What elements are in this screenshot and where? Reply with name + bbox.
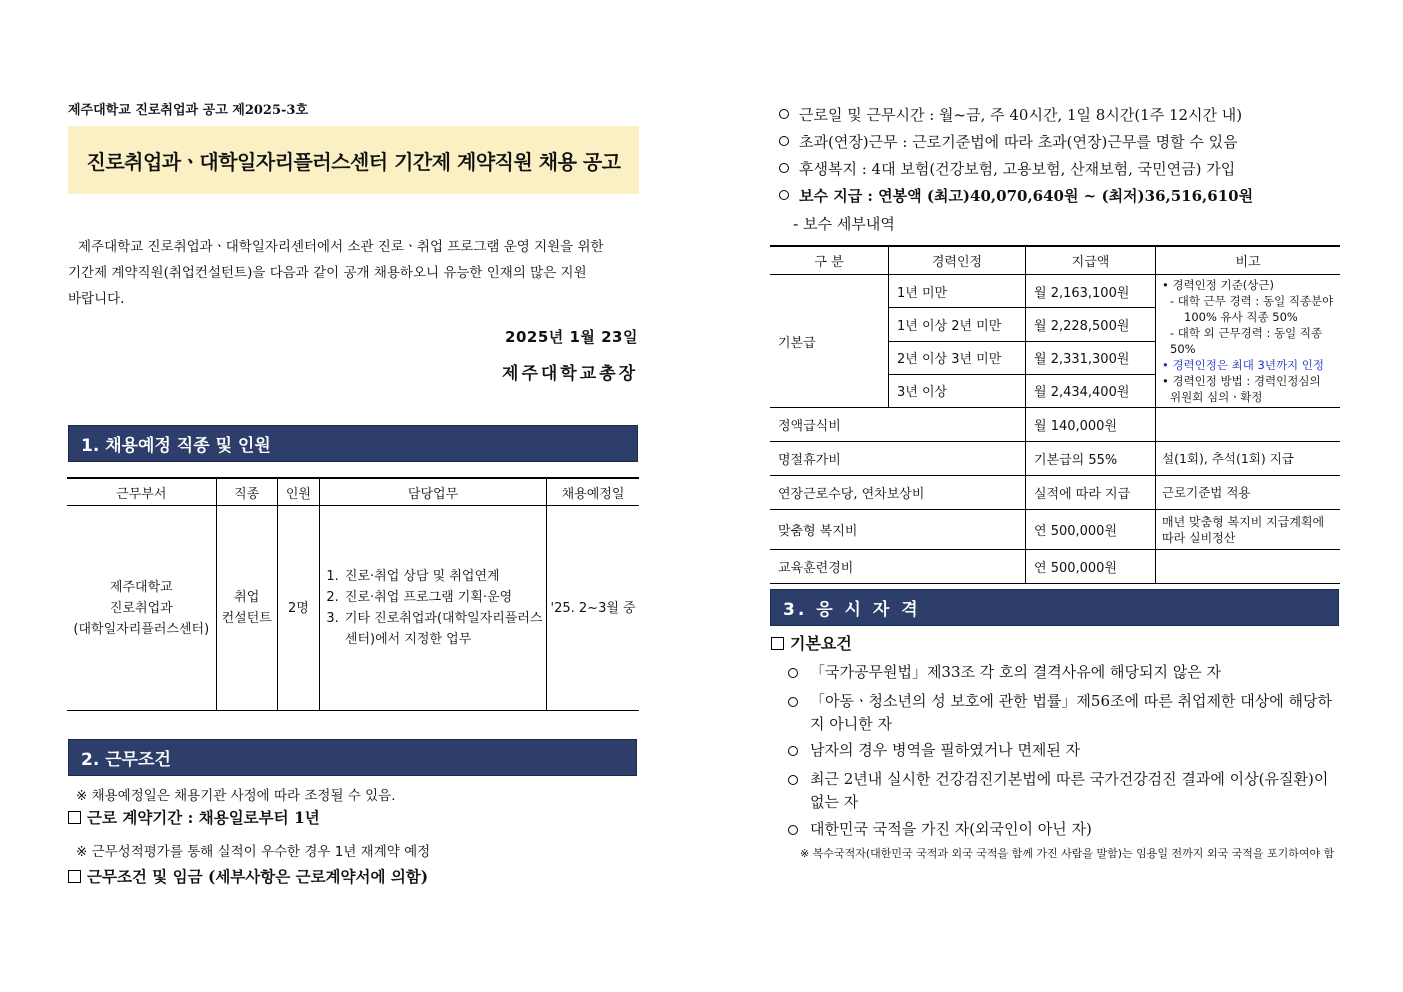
department-line: 제주대학교 <box>109 579 173 595</box>
condition-text: 후생복지 : 4대 보험(건강보험, 고용보험, 산재보험, 국민연금) 가입 <box>799 160 1236 178</box>
page-title: 진로취업과ㆍ대학일자리플러스센터 기간제 계약직원 채용 공고 <box>86 149 621 174</box>
intro-paragraph <box>68 234 636 312</box>
amount-cell: 월 2,163,100원 <box>1026 275 1156 308</box>
table-row <box>770 510 1340 550</box>
contract-period-label: 근로 계약기간 : 채용일로부터 1년 <box>87 808 320 827</box>
note-cell: 매년 맞춤형 복지비 지급계획에 따라 실비정산 <box>1156 510 1341 550</box>
circle-bullet-icon <box>788 775 798 785</box>
condition-item <box>779 104 1242 125</box>
requirement-text: 최근 2년내 실시한 건강검진기본법에 따른 국가건강검진 결과에 이상(유질환)이 없는 자 <box>810 770 1329 811</box>
nationality-note <box>800 845 1340 862</box>
condition-item <box>779 185 1253 206</box>
department-cell <box>67 506 216 711</box>
job-line: 컨설턴트 <box>221 611 272 626</box>
item-label-cell: 맞춤형 복지비 <box>770 510 1026 550</box>
issuer: 제주대학교총장 <box>502 364 638 384</box>
amount-cell: 연 500,000원 <box>1026 550 1156 584</box>
table-row <box>770 275 1340 308</box>
basic-pay-label: 기본급 <box>770 275 889 408</box>
column-header: 지급액 <box>1026 246 1156 275</box>
basic-requirements <box>771 631 852 654</box>
nationality-note-text: ※ 복수국적자(대한민국 국적과 외국 국적을 함께 가진 사람을 말함)는 임용일 전까지 외국 국적을 포기하여야 함 <box>800 847 1335 860</box>
note-line: • 경력인정 기준(상근) <box>1162 278 1274 292</box>
table-row <box>770 476 1340 510</box>
amount-cell: 실적에 따라 지급 <box>1026 476 1156 510</box>
condition-text: 보수 지급 : 연봉액 (최고)40,070,640원 ~ (최저)36,516,610원 <box>799 187 1254 205</box>
schedule-cell: '25. 2~3월 중 <box>547 506 639 711</box>
requirement-item <box>788 739 1338 762</box>
note-cell <box>1156 550 1341 584</box>
note-line: 100% 유사 직종 50% <box>1184 310 1298 324</box>
section-heading <box>68 425 638 462</box>
checkbox-square-icon <box>68 870 81 883</box>
department-line: 진로취업과 <box>109 600 173 616</box>
column-header: 담당업무 <box>319 478 546 506</box>
note-cell: 설(1회), 추석(1회) 지급 <box>1156 442 1341 476</box>
list-item: 1. 진로·취업 상담 및 취업연계 <box>343 566 545 587</box>
circle-bullet-icon <box>779 163 789 173</box>
title-banner <box>68 126 639 194</box>
section-heading-label: 3. 응 시 자 격 <box>783 600 921 620</box>
career-cell: 1년 이상 2년 미만 <box>889 308 1026 341</box>
circle-bullet-icon <box>788 825 798 835</box>
basic-pay-notes <box>1156 275 1341 408</box>
career-cell: 2년 이상 3년 미만 <box>889 341 1026 374</box>
table-row <box>770 408 1340 442</box>
condition-item <box>779 131 1238 152</box>
amount-cell: 기본급의 55% <box>1026 442 1156 476</box>
column-header: 비고 <box>1156 246 1341 275</box>
job-table <box>67 477 639 711</box>
circle-bullet-icon <box>788 697 798 707</box>
note-cell: 근로기준법 적용 <box>1156 476 1341 510</box>
duties-list <box>321 566 545 650</box>
basic-requirements-label: 기본요건 <box>790 634 852 653</box>
condition-text: 초과(연장)근무 : 근로기준법에 따라 초과(연장)근무를 명할 수 있음 <box>799 133 1238 151</box>
table-row <box>67 506 639 711</box>
note-line: 위원회 심의ㆍ확정 <box>1170 390 1263 404</box>
column-header: 근무부서 <box>67 478 216 506</box>
list-item: 2. 진로·취업 프로그램 기획·운영 <box>343 587 545 608</box>
intro-line: 제주대학교 진로취업과ㆍ대학일자리센터에서 소관 진로ㆍ취업 프로그램 운영 지원을 위한 <box>78 239 604 255</box>
note-line: - 대학 외 근무경력 : 동일 직종 50% <box>1170 326 1323 356</box>
amount-cell: 월 2,434,400원 <box>1026 374 1156 407</box>
table-row <box>770 442 1340 476</box>
schedule-note: ※ 채용예정일은 채용기관 사정에 따라 조정될 수 있음. <box>76 788 396 804</box>
note-cell <box>1156 408 1341 442</box>
condition-item <box>779 158 1235 179</box>
duties-cell <box>319 506 546 711</box>
headcount-cell: 2명 <box>277 506 319 711</box>
pay-detail-label: - 보수 세부내역 <box>793 215 895 233</box>
notice-number: 제주대학교 진로취업과 공고 제2025-3호 <box>68 103 309 118</box>
note-line: - 대학 근무 경력 : 동일 직종분야 <box>1170 294 1334 308</box>
circle-bullet-icon <box>779 136 789 146</box>
column-header: 직종 <box>216 478 277 506</box>
requirement-item <box>788 768 1338 814</box>
circle-bullet-icon <box>779 190 789 200</box>
job-cell <box>216 506 277 711</box>
department-line: (대학일자리플러스센터) <box>73 621 210 637</box>
amount-cell: 월 2,331,300원 <box>1026 341 1156 374</box>
column-header: 채용예정일 <box>547 478 639 506</box>
circle-bullet-icon <box>779 109 789 119</box>
list-item: 3. 기타 진로취업과(대학일자리플러스센터)에서 지정한 업무 <box>343 608 545 650</box>
note-line: • 경력인정 방법 : 경력인정심의 <box>1162 374 1321 388</box>
section-heading <box>770 589 1339 626</box>
checkbox-square-icon <box>771 637 784 650</box>
note-line: • 경력인정은 최대 3년까지 인정 <box>1162 358 1325 372</box>
section-heading-label: 2. 근무조건 <box>81 750 171 770</box>
requirement-text: 「국가공무원법」제33조 각 호의 결격사유에 해당되지 않은 자 <box>810 663 1221 681</box>
table-header-row <box>67 478 639 506</box>
checkbox-square-icon <box>68 811 81 824</box>
item-label-cell: 정액급식비 <box>770 408 1026 442</box>
amount-cell: 연 500,000원 <box>1026 510 1156 550</box>
requirement-text: 대한민국 국적을 가진 자(외국인이 아닌 자) <box>810 820 1092 838</box>
notice-date: 2025년 1월 23일 <box>505 328 638 346</box>
section-heading <box>68 739 637 776</box>
requirement-item <box>788 818 1338 841</box>
item-label-cell: 교육훈련경비 <box>770 550 1026 584</box>
column-header: 경력인정 <box>889 246 1026 275</box>
renewal-note: ※ 근무성적평가를 통해 실적이 우수한 경우 1년 재계약 예정 <box>76 844 431 860</box>
section-heading-label: 1. 채용예정 직종 및 인원 <box>81 436 271 456</box>
circle-bullet-icon <box>788 746 798 756</box>
amount-cell: 월 2,228,500원 <box>1026 308 1156 341</box>
column-header: 인원 <box>277 478 319 506</box>
pay-table <box>770 245 1340 584</box>
work-conditions-label: 근무조건 및 임금 (세부사항은 근로계약서에 의함) <box>87 867 429 886</box>
requirement-text: 「아동ㆍ청소년의 성 보호에 관한 법률」제56조에 따른 취업제한 대상에 해당하지 아니한 자 <box>810 692 1332 733</box>
item-label-cell: 연장근로수당, 연차보상비 <box>770 476 1026 510</box>
item-label-cell: 명절휴가비 <box>770 442 1026 476</box>
work-conditions <box>68 865 428 887</box>
career-cell: 1년 미만 <box>889 275 1026 308</box>
amount-cell: 월 140,000원 <box>1026 408 1156 442</box>
requirement-text: 남자의 경우 병역을 필하였거나 면제된 자 <box>810 741 1081 759</box>
intro-line: 기간제 계약직원(취업컨설턴트)을 다음과 같이 공개 채용하오니 유능한 인재의 많은 지원 <box>68 265 587 281</box>
contract-period <box>68 806 320 828</box>
condition-text: 근로일 및 근무시간 : 월~금, 주 40시간, 1일 8시간(1주 12시간 내) <box>799 106 1243 124</box>
requirement-item <box>788 661 1338 684</box>
table-header-row <box>770 246 1340 275</box>
job-line: 취업 <box>234 590 260 605</box>
career-cell: 3년 이상 <box>889 374 1026 407</box>
column-header: 구 분 <box>770 246 889 275</box>
circle-bullet-icon <box>788 668 798 678</box>
requirement-item <box>788 690 1338 736</box>
intro-line: 바랍니다. <box>68 291 125 307</box>
table-row <box>770 550 1340 584</box>
